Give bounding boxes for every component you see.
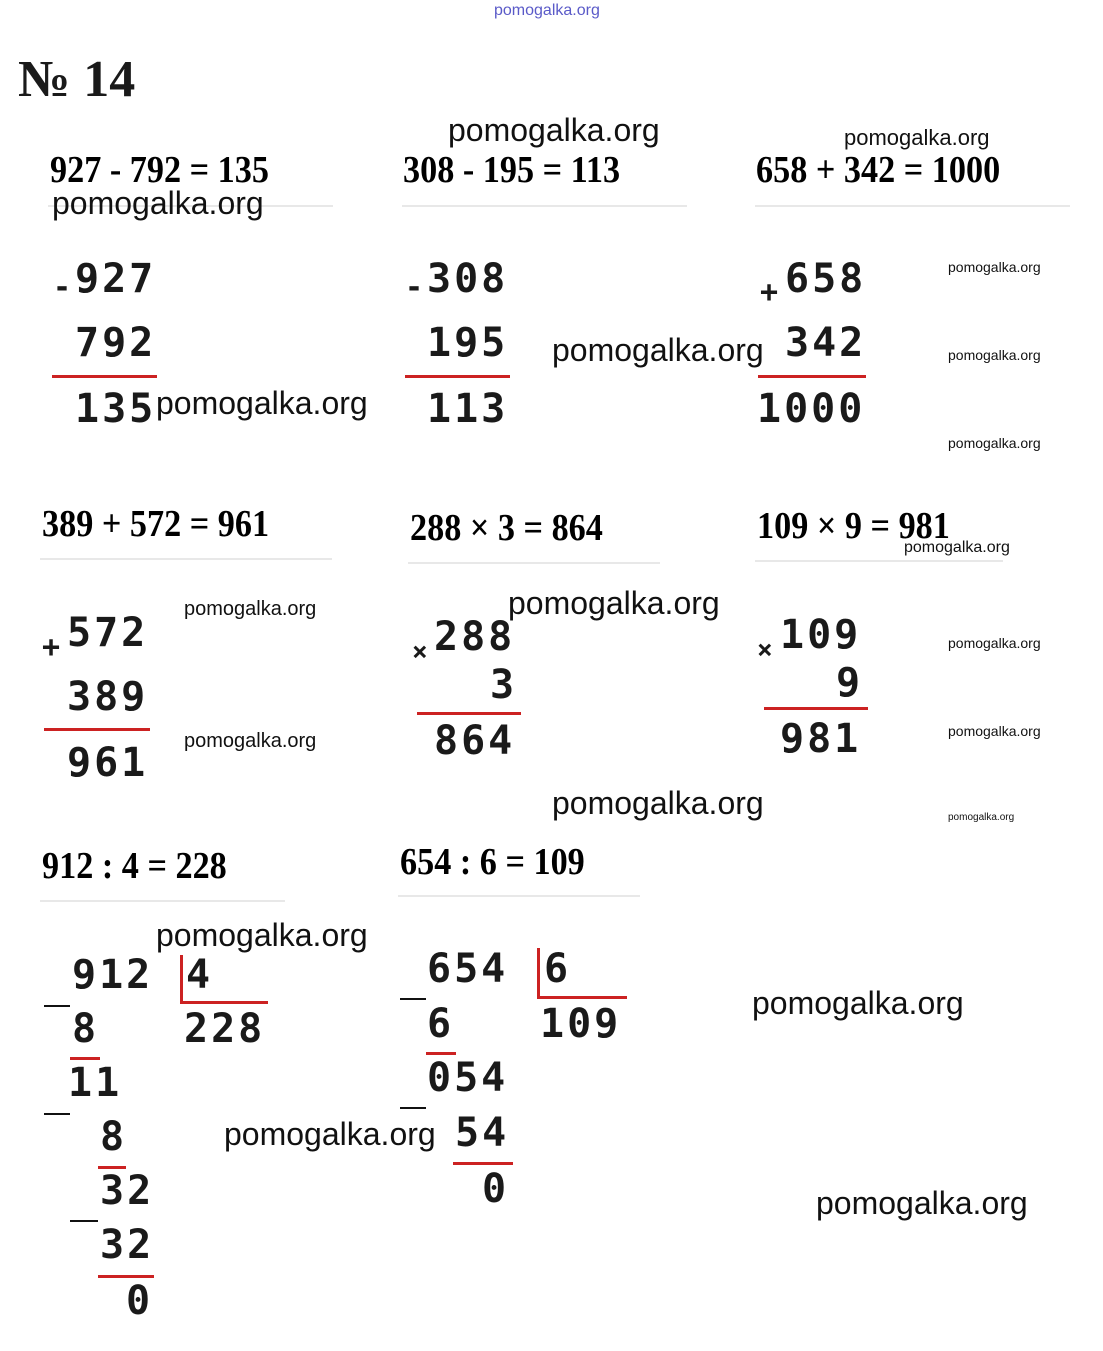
watermark: pomogalka.org — [156, 385, 368, 421]
watermark: pomogalka.org — [224, 1116, 436, 1152]
watermark: pomogalka.org — [948, 347, 1041, 363]
result-line — [52, 375, 157, 378]
remainder-1: 054 — [427, 1055, 509, 1101]
column-bottom: 389 — [67, 674, 149, 720]
plus-sign: + — [760, 275, 779, 310]
watermark: pomogalka.org — [948, 259, 1041, 275]
equation-6: 109 × 9 = 981 — [757, 505, 950, 547]
result-line — [417, 712, 521, 715]
equation-1: 927 - 792 = 135 — [50, 149, 269, 191]
equation-underline — [755, 205, 1070, 207]
quotient: 228 — [184, 1006, 266, 1052]
minus-sign: - — [405, 270, 424, 305]
result-line — [758, 375, 866, 378]
minus-mark — [44, 1113, 70, 1115]
column-result: 135 — [75, 386, 157, 432]
equation-underline — [402, 205, 687, 207]
equation-4: 389 + 572 = 961 — [42, 503, 270, 545]
column-result: 1000 — [757, 386, 866, 432]
remainder-2: 32 — [100, 1168, 155, 1214]
column-bottom: 342 — [785, 320, 867, 366]
dividend: 912 — [72, 952, 154, 998]
divisor-bracket-vertical — [180, 955, 183, 1003]
column-result: 981 — [780, 716, 862, 762]
divisor-bracket-vertical — [537, 948, 540, 998]
minus-mark — [44, 1005, 70, 1007]
divisor-bracket-horizontal — [537, 996, 627, 999]
watermark: pomogalka.org — [948, 812, 1015, 823]
watermark: pomogalka.org — [552, 332, 764, 368]
watermark: pomogalka.org — [816, 1185, 1028, 1221]
result-line — [44, 728, 150, 731]
plus-sign: + — [42, 630, 61, 665]
subtrahend-2: 54 — [455, 1110, 510, 1156]
watermark: pomogalka.org — [948, 435, 1041, 451]
watermark: pomogalka.org — [184, 598, 317, 620]
equation-underline — [755, 560, 1003, 562]
equation-3: 658 + 342 = 1000 — [756, 149, 1001, 191]
divisor: 6 — [544, 946, 572, 992]
times-sign: × — [757, 635, 773, 665]
column-top: 308 — [427, 256, 509, 302]
minus-mark — [70, 1220, 98, 1222]
column-bottom: 3 — [490, 662, 518, 708]
minus-mark — [400, 1107, 426, 1109]
watermark: pomogalka.org — [156, 917, 368, 953]
column-top: 288 — [434, 614, 516, 660]
dividend: 654 — [427, 946, 509, 992]
subtrahend-1: 8 — [72, 1006, 100, 1052]
result-line — [764, 707, 868, 710]
watermark: pomogalka.org — [948, 635, 1041, 651]
step-line — [453, 1162, 513, 1165]
equation-underline — [408, 562, 660, 564]
remainder-1: 11 — [68, 1060, 123, 1106]
subtrahend-1: 6 — [427, 1001, 455, 1047]
watermark: pomogalka.org — [184, 730, 317, 752]
page-title: № 14 — [18, 51, 136, 108]
equation-5: 288 × 3 = 864 — [410, 507, 603, 549]
subtrahend-3: 32 — [100, 1222, 155, 1268]
equation-2: 308 - 195 = 113 — [403, 149, 621, 191]
divisor: 4 — [186, 952, 214, 998]
minus-sign: - — [53, 270, 72, 305]
column-top: 109 — [780, 612, 862, 658]
minus-mark — [400, 998, 426, 1000]
watermark: pomogalka.org — [448, 112, 660, 148]
subtrahend-2: 8 — [100, 1114, 128, 1160]
divisor-bracket-horizontal — [180, 1001, 268, 1004]
column-bottom: 792 — [75, 320, 157, 366]
column-top: 572 — [67, 610, 149, 656]
final-remainder: 0 — [126, 1278, 154, 1324]
times-sign: × — [412, 637, 428, 667]
final-remainder: 0 — [482, 1166, 510, 1212]
equation-underline — [398, 895, 640, 897]
watermark: pomogalka.org — [752, 985, 964, 1021]
column-bottom: 9 — [836, 660, 864, 706]
column-result: 113 — [427, 386, 509, 432]
column-top: 658 — [785, 256, 867, 302]
result-line — [405, 375, 510, 378]
column-top: 927 — [75, 256, 157, 302]
quotient: 109 — [540, 1001, 622, 1047]
header-watermark[interactable]: pomogalka.org — [494, 2, 600, 19]
equation-7: 912 : 4 = 228 — [42, 845, 227, 887]
watermark: pomogalka.org — [508, 585, 720, 621]
column-bottom: 195 — [427, 320, 509, 366]
equation-underline — [40, 900, 285, 902]
column-result: 864 — [434, 718, 516, 764]
equation-underline — [40, 558, 332, 560]
watermark: pomogalka.org — [904, 539, 1010, 556]
watermark: pomogalka.org — [844, 125, 990, 150]
watermark: pomogalka.org — [948, 723, 1041, 739]
column-result: 961 — [67, 740, 149, 786]
watermark: pomogalka.org — [552, 785, 764, 821]
watermark: pomogalka.org — [52, 185, 264, 221]
equation-8: 654 : 6 = 109 — [400, 841, 585, 883]
